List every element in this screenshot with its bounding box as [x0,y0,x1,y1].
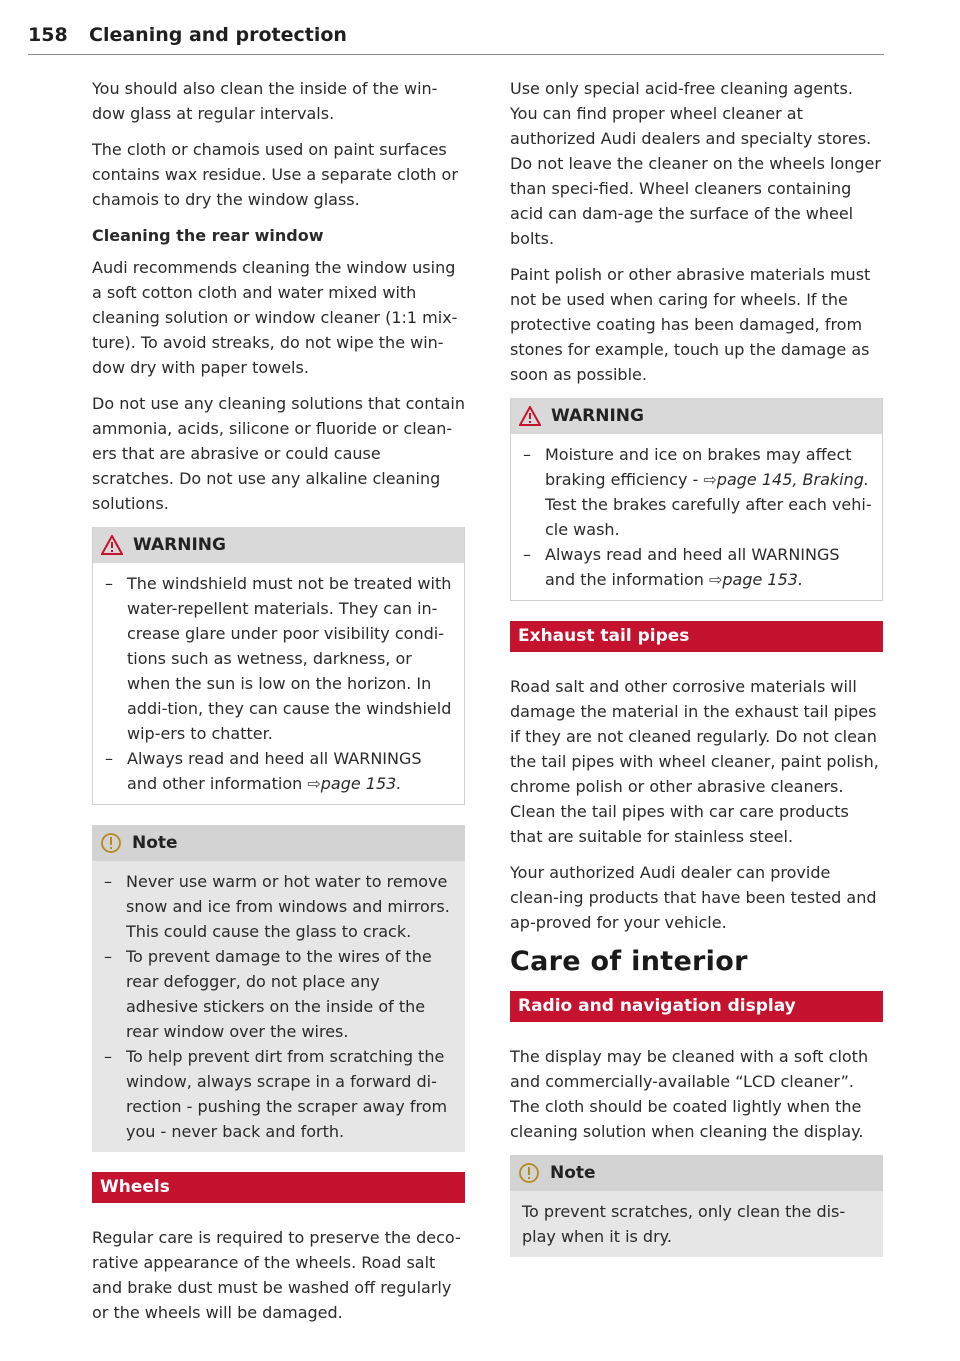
left-column [92,76,465,1336]
chapter-heading: Care of interior [510,946,748,977]
section-bar-radio: Radio and navigation display [510,991,883,1022]
paragraph: Do not use any cleaning solutions that contain ammonia, acids, silicone or fluoride or clean-ers that are abrasive or could cause scratches. Do not use any alkaline cleaning solutions. [92,394,465,513]
page-reference-link[interactable]: page 153. [722,570,804,589]
paragraph: Paint polish or other abrasive materials must not be used when caring for wheels. If the protective coating has been damaged, from stones for example, touch up the damage as soon as possible. [510,265,871,384]
subheading-rear-window: Cleaning the rear window [92,226,324,245]
warning-triangle-icon [101,535,123,555]
right-column [510,76,883,1277]
warning-item: – Always read and heed all WARNINGS and other information ⇨page 153. [105,746,454,796]
page-ref-arrow-icon: ⇨ [703,470,717,489]
warning-item: – The windshield must not be treated with water-repellent materials. They can in-crease glare under poor visibility condi-tions such as wetness, darkness, or when the sun is low on the horizon. In addi-tion, they can cause the windshield wip-ers to chatter. [105,571,454,746]
warning-item: – Always read and heed all WARNINGS and the information ⇨page 153. [523,542,872,592]
warning-triangle-icon [519,406,541,426]
paragraph: The cloth or chamois used on paint surfaces contains wax residue. Use a separate cloth or chamois to dry the window glass. [92,140,458,209]
page-ref-arrow-icon: ⇨ [307,774,321,793]
warning-label: WARNING [551,406,644,426]
page-number: 158 [28,24,68,46]
page-ref-arrow-icon: ⇨ [708,570,723,589]
note-box [92,825,465,1152]
note-label: Note [550,1163,596,1183]
page-header [28,24,884,55]
note-item: – To prevent damage to the wires of the rear defogger, do not place any adhesive stickers on the inside of the rear window over the wires. [104,944,455,1044]
warning-header [511,398,882,434]
paragraph: Your authorized Audi dealer can provide clean-ing products that have been tested and ap-proved for your vehicle. [510,863,877,932]
warning-box [92,527,465,805]
note-info-icon [100,832,122,854]
section-title: Cleaning and protection [89,24,347,46]
warning-label: WARNING [133,535,226,555]
paragraph: The display may be cleaned with a soft cloth and commercially-available “LCD cleaner”. The cloth should be coated lightly when the cleaning solution when cleaning the display. [510,1047,869,1141]
page-reference-link[interactable]: page 145, Braking. [716,470,870,489]
paragraph: Road salt and other corrosive materials will damage the material in the exhaust tail pipes if they are not cleaned regularly. Do not clean the tail pipes with wheel cleaner, paint polish, chrome polish or other abrasive cleaners. Clean the tail pipes with car care products that are suitable for stainless steel. [510,677,879,846]
paragraph: Use only special acid-free cleaning agents. You can find proper wheel cleaner at authorized Audi dealers and specialty stores. Do not leave the cleaner on the wheels longer than speci-fied. Wheel cleaners containing acid can dam-age the surface of the wheel bolts. [510,79,881,248]
warning-box [510,398,883,601]
section-bar-exhaust: Exhaust tail pipes [510,621,883,652]
page-reference-link[interactable]: page 153. [320,774,402,793]
note-text: To prevent scratches, only clean the dis-play when it is dry. [522,1202,846,1246]
note-item: – To help prevent dirt from scratching the window, always scrape in a forward di-rection - pushing the scraper away from you - never back and forth. [104,1044,455,1144]
paragraph: You should also clean the inside of the win-dow glass at regular intervals. [92,79,438,123]
note-header [510,1155,883,1191]
paragraph: Regular care is required to preserve the deco-rative appearance of the wheels. Road salt and brake dust must be washed off regularly or the wheels will be damaged. [92,1228,461,1322]
note-info-icon [518,1162,540,1184]
note-item: – Never use warm or hot water to remove snow and ice from windows and mirrors. This could cause the glass to crack. [104,869,455,944]
warning-header [93,527,464,563]
warning-item: – Moisture and ice on brakes may affect braking efficiency - ⇨page 145, Braking. Test the brakes carefully after each vehi-cle wash. [523,442,872,542]
note-header [92,825,465,861]
paragraph: Audi recommends cleaning the window using a soft cotton cloth and water mixed with cleaning solution or window cleaner (1:1 mix-ture). To avoid streaks, do not wipe the win-dow dry with paper towels. [92,258,458,377]
note-box [510,1155,883,1257]
section-bar-wheels: Wheels [92,1172,465,1203]
note-label: Note [132,833,178,853]
